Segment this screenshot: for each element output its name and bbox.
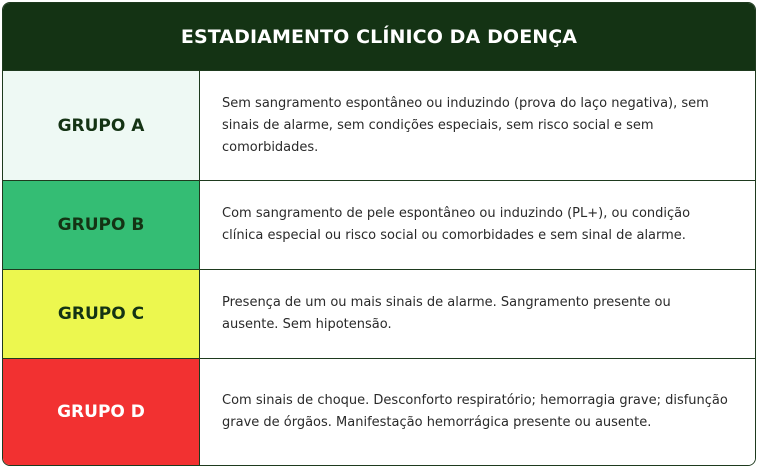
group-d-cell [3,359,200,465]
group-a-cell [3,71,200,180]
group-d-description: Com sinais de choque. Desconforto respiratório; hemorragia grave; disfunção grave de órgãos. Manifestação hemorrágica presente ou ausente. [222,393,728,430]
group-a-description-cell [200,71,755,180]
group-a-description: Sem sangramento espontâneo ou induzindo (prova do laço negativa), sem sinais de alarme, sem condições especiais, sem risco social e sem comorbidades. [222,95,709,155]
group-b-cell [3,181,200,269]
group-c-description-cell [200,270,755,358]
table-row-group-a [3,71,755,181]
staging-table [2,2,756,466]
table-row-group-c [3,270,755,359]
group-d-label: GRUPO D [57,402,145,422]
group-c-description: Presença de um ou mais sinais de alarme. Sangramento presente ou ausente. Sem hipotensão. [222,295,671,332]
group-b-description-cell [200,181,755,269]
table-row-group-b [3,181,755,270]
table-header [3,3,755,71]
table-row-group-d [3,359,755,465]
group-b-label: GRUPO B [57,215,145,235]
group-c-label: GRUPO C [57,304,145,324]
group-a-label: GRUPO A [57,115,145,136]
group-c-cell [3,270,200,358]
group-b-description: Com sangramento de pele espontâneo ou induzindo (PL+), ou condição clínica especial ou risco social ou comorbidades e sem sinal de alarme. [222,206,691,243]
group-d-description-cell [200,359,755,465]
table-title: ESTADIAMENTO CLÍNICO DA DOENÇA [180,25,578,48]
